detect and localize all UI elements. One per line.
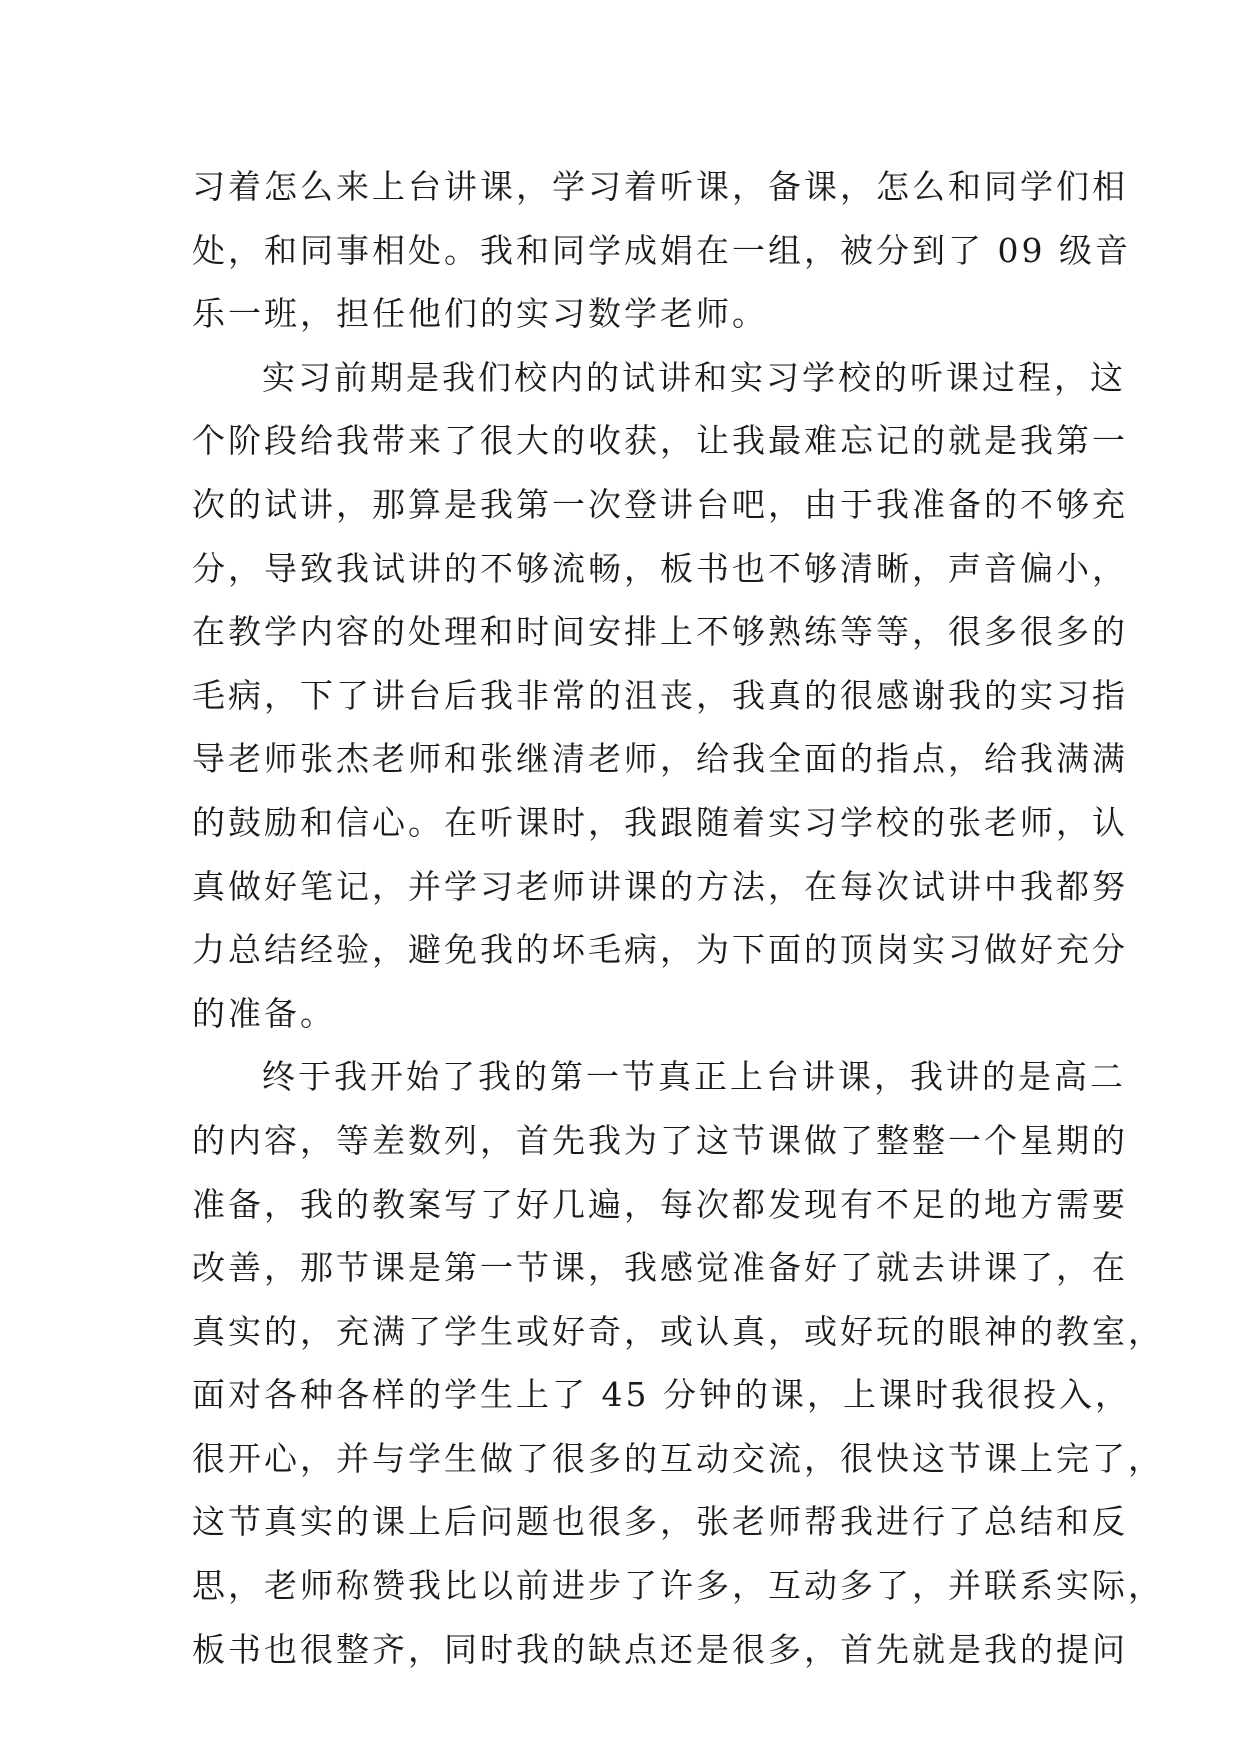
text-line: 的准备。 [192,993,336,1033]
text-line: 板书也很整齐，同时我的缺点还是很多，首先就是我的提问 [192,1629,1128,1669]
text-line: 的鼓励和信心。在听课时，我跟随着实习学校的张老师，认 [192,802,1128,842]
text-line: 处，和同事相处。我和同学成娟在一组，被分到了 09 级音 [192,230,1131,270]
text-line: 的内容，等差数列，首先我为了这节课做了整整一个星期的 [192,1120,1128,1160]
paragraph [192,1045,1164,1681]
text-line: 次的试讲，那算是我第一次登讲台吧，由于我准备的不够充 [192,484,1128,524]
text-line: 个阶段给我带来了很大的收获，让我最难忘记的就是我第一 [192,421,1128,461]
text-line: 很开心，并与学生做了很多的互动交流，很快这节课上完了， [192,1438,1164,1478]
text-line: 习着怎么来上台讲课，学习着听课，备课，怎么和同学们相 [192,167,1128,206]
paragraph [192,346,1128,1046]
paragraph [192,155,1131,346]
text-line: 分，导致我试讲的不够流畅，板书也不够清晰，声音偏小， [192,548,1128,588]
text-line: 乐一班，担任他们的实习数学老师。 [192,294,768,334]
text-line: 思，老师称赞我比以前进步了许多，互动多了，并联系实际， [192,1566,1164,1606]
text-line: 准备，我的教案写了好几遍，每次都发现有不足的地方需要 [192,1184,1128,1224]
text-line: 实习前期是我们校内的试讲和实习学校的听课过程，这 [262,357,1126,397]
document-body [192,155,1164,1681]
text-line: 改善，那节课是第一节课，我感觉准备好了就去讲课了，在 [192,1248,1128,1288]
text-line: 真做好笔记，并学习老师讲课的方法，在每次试讲中我都努 [192,866,1128,906]
text-line: 导老师张杰老师和张继清老师，给我全面的指点，给我满满 [192,739,1128,779]
text-line: 力总结经验，避免我的坏毛病，为下面的顶岗实习做好充分 [192,930,1128,970]
text-line: 真实的，充满了学生或好奇，或认真，或好玩的眼神的教室， [192,1311,1164,1351]
text-line: 终于我开始了我的第一节真正上台讲课，我讲的是高二 [262,1057,1126,1097]
text-line: 面对各种各样的学生上了 45 分钟的课，上课时我很投入， [192,1375,1131,1415]
text-line: 毛病，下了讲台后我非常的沮丧，我真的很感谢我的实习指 [192,675,1128,715]
text-line: 这节真实的课上后问题也很多，张老师帮我进行了总结和反 [192,1502,1128,1542]
text-line: 在教学内容的处理和时间安排上不够熟练等等，很多很多的 [192,612,1128,652]
